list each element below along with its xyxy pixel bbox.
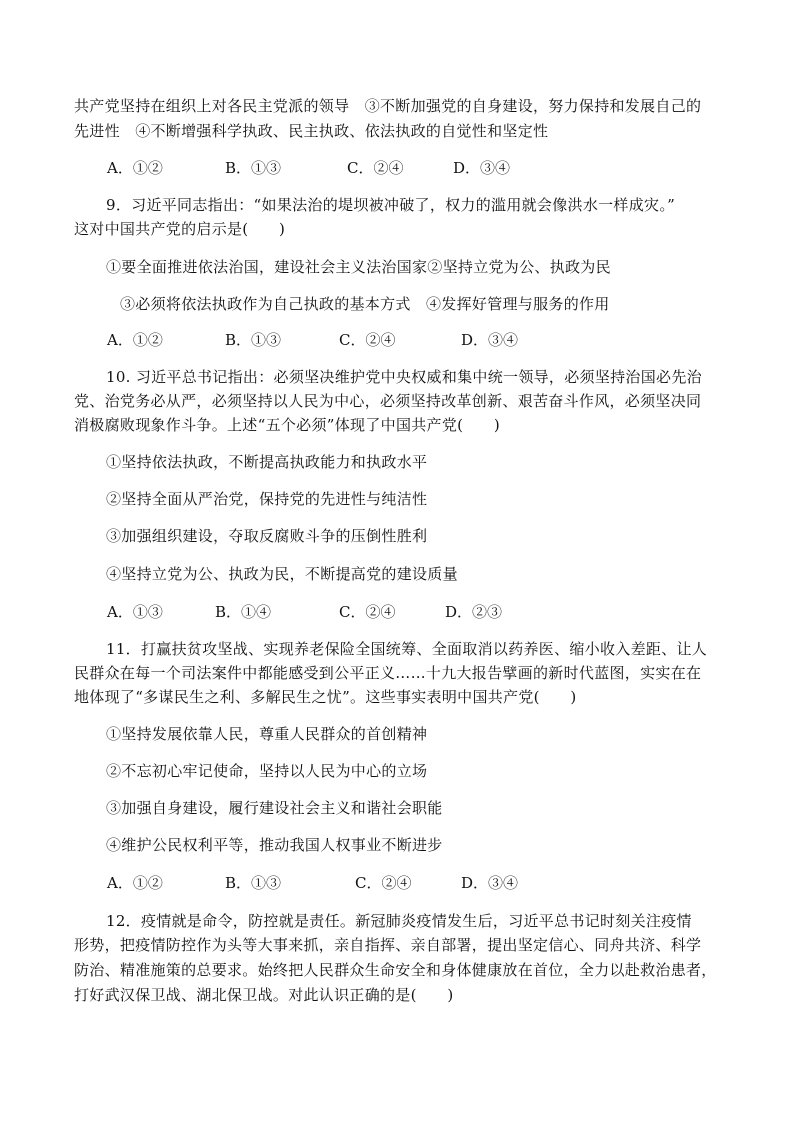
q8-option-b: B．①③ bbox=[225, 159, 282, 177]
q10-option-c: C．②④ bbox=[339, 603, 396, 621]
q10-item-2: ②坚持全面从严治党，保持党的先进性与纯洁性 bbox=[106, 490, 428, 508]
q9-option-c: C．②④ bbox=[339, 331, 396, 349]
q11-option-a: A．①② bbox=[107, 874, 163, 892]
q10-stem-line-1: 10. 习近平总书记指出：必须坚决维护党中央权威和集中统一领导，必须坚持治国必先治 bbox=[106, 368, 702, 386]
q8-option-d: D．③④ bbox=[453, 159, 511, 177]
q10-item-1: ①坚持依法执政，不断提高执政能力和执政水平 bbox=[106, 453, 428, 471]
q8-continuation-line-1: 共产党坚持在组织上对各民主党派的领导 ③不断加强党的自身建设，努力保持和发展自己的 bbox=[74, 97, 702, 115]
q8-option-a: A．①② bbox=[107, 159, 163, 177]
q11-item-4: ④维护公民权利平等，推动我国人权事业不断进步 bbox=[106, 836, 443, 854]
q9-option-a: A．①② bbox=[107, 331, 163, 349]
q9-stem-line-2: 这对中国共产党的启示是( ) bbox=[74, 220, 286, 238]
q11-stem-line-2: 民群众在每一个司法案件中都能感受到公平正义……十九大报告擘画的新时代蓝图，实实在在 bbox=[74, 664, 702, 682]
q10-option-a: A．①③ bbox=[107, 603, 163, 621]
q10-stem-line-3: 消极腐败现象作斗争。上述“五个必须”体现了中国共产党( ) bbox=[74, 416, 501, 434]
q11-option-c: C．②④ bbox=[355, 874, 412, 892]
q8-option-c: C．②④ bbox=[347, 159, 404, 177]
q8-continuation-line-2: 先进性 ④不断增强科学执政、民主执政、依法执政的自觉性和坚定性 bbox=[74, 122, 549, 140]
q12-stem-line-4: 打好武汉保卫战、湖北保卫战。对此认识正确的是( ) bbox=[74, 986, 454, 1004]
q11-item-3: ③加强自身建设，履行建设社会主义和谐社会职能 bbox=[106, 799, 443, 817]
q10-item-3: ③加强组织建设，夺取反腐败斗争的压倒性胜利 bbox=[106, 527, 428, 545]
q11-option-d: D．③④ bbox=[461, 874, 519, 892]
q12-stem-line-3: 防治、精准施策的总要求。始终把人民群众生命安全和身体健康放在首位，全力以赴救治患者， bbox=[74, 961, 717, 979]
q11-stem-line-1: 11．打赢扶贫攻坚战、实现养老保险全国统筹、全面取消以药养医、缩小收入差距、让人 bbox=[106, 640, 708, 658]
q9-stem-line-1: 9．习近平同志指出：“如果法治的堤坝被冲破了，权力的滥用就会像洪水一样成灾。” bbox=[106, 196, 676, 214]
q12-stem-line-2: 形势，把疫情防控作为头等大事来抓，亲自指挥、亲自部署，提出坚定信心、同舟共济、科学 bbox=[74, 936, 702, 954]
q10-item-4: ④坚持立党为公、执政为民，不断提高党的建设质量 bbox=[106, 565, 458, 583]
q9-item-1: ①要全面推进依法治国，建设社会主义法治国家②坚持立党为公、执政为民 bbox=[106, 258, 611, 276]
q9-option-d: D．③④ bbox=[461, 331, 519, 349]
q11-option-b: B．①③ bbox=[225, 874, 282, 892]
q10-option-d: D．②③ bbox=[445, 603, 503, 621]
q10-stem-line-2: 党、治党务必从严，必须坚持以人民为中心，必须坚持改革创新、艰苦奋斗作风，必须坚决同 bbox=[74, 392, 702, 410]
q11-item-1: ①坚持发展依靠人民，尊重人民群众的首创精神 bbox=[106, 725, 428, 743]
q12-stem-line-1: 12．疫情就是命令，防控就是责任。新冠肺炎疫情发生后，习近平总书记时刻关注疫情 bbox=[106, 912, 692, 930]
q11-item-2: ②不忘初心牢记使命，坚持以人民为中心的立场 bbox=[106, 762, 428, 780]
q11-stem-line-3: 地体现了“多谋民生之利、多解民生之忧”。这些事实表明中国共产党( ) bbox=[74, 688, 577, 706]
q9-item-2: ③必须将依法执政作为自己执政的基本方式 ④发挥好管理与服务的作用 bbox=[120, 295, 610, 313]
q10-option-b: B．①④ bbox=[215, 603, 272, 621]
q9-option-b: B．①③ bbox=[225, 331, 282, 349]
